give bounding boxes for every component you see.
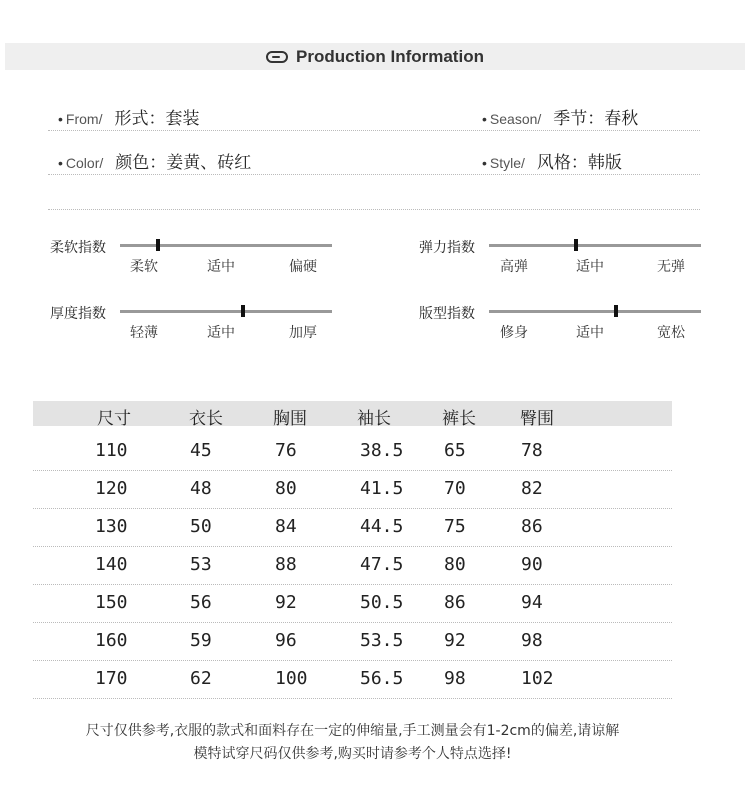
gauge-thickness-marker: [241, 305, 245, 317]
gauge-thickness-tick-1: 轻薄: [130, 325, 158, 341]
table-cell: 70: [444, 478, 466, 499]
table-cell: 170: [95, 668, 128, 689]
table-cell: 80: [275, 478, 297, 499]
gauge-fit-label: 版型指数: [419, 306, 475, 322]
table-cell: 98: [444, 668, 466, 689]
table-cell: 150: [95, 592, 128, 613]
info-from: [58, 104, 199, 129]
table-cell: 75: [444, 516, 466, 537]
section-title: Production Information: [296, 46, 484, 66]
table-cell: 88: [275, 554, 297, 575]
gauge-elasticity-tick-2: 适中: [576, 259, 604, 275]
table-cell: 82: [521, 478, 543, 499]
table-row: [33, 622, 672, 661]
gauge-elasticity-label: 弹力指数: [419, 240, 475, 256]
table-cell: 45: [190, 440, 212, 461]
gauge-softness-tick-3: 偏硬: [289, 259, 317, 275]
info-style-value: 风格：韩版: [536, 153, 622, 173]
table-cell: 90: [521, 554, 543, 575]
gauge-fit-line: [489, 310, 701, 313]
gauge-thickness-line: [120, 310, 332, 313]
table-cell: 130: [95, 516, 128, 537]
th-size: 尺寸: [97, 409, 131, 429]
table-cell: 92: [275, 592, 297, 613]
info-season-value: 季节：春秋: [553, 109, 639, 129]
table-cell: 102: [521, 668, 554, 689]
gauge-fit-tick-1: 修身: [500, 325, 528, 341]
bullet-icon: •: [58, 155, 63, 171]
table-cell: 50: [190, 516, 212, 537]
table-cell: 78: [521, 440, 543, 461]
gauge-fit-tick-2: 适中: [576, 325, 604, 341]
table-cell: 62: [190, 668, 212, 689]
gauge-softness-tick-1: 柔软: [130, 259, 158, 275]
info-color-en-text: Color/: [65, 155, 104, 171]
divider: [48, 209, 700, 210]
gauge-thickness-label: 厚度指数: [50, 306, 106, 322]
table-cell: 140: [95, 554, 128, 575]
table-row: [33, 660, 672, 699]
info-style-en: [482, 155, 525, 171]
th-length: 衣长: [189, 409, 223, 429]
info-color-en: [58, 155, 103, 171]
gauge-thickness-tick-3: 加厚: [289, 325, 317, 341]
table-cell: 56: [190, 592, 212, 613]
gauge-fit-tick-3: 宽松: [657, 325, 685, 341]
th-chest: 胸围: [273, 409, 307, 429]
bullet-icon: •: [58, 111, 63, 127]
info-color-value: 颜色：姜黄、砖红: [115, 153, 252, 173]
table-cell: 86: [521, 516, 543, 537]
table-row: [33, 546, 672, 585]
th-sleeve: 袖长: [357, 409, 391, 429]
bullet-icon: •: [482, 155, 487, 171]
info-style-en-text: Style/: [489, 155, 525, 171]
gauge-elasticity-tick-1: 高弹: [500, 259, 528, 275]
table-cell: 41.5: [360, 478, 404, 499]
table-row: [33, 508, 672, 547]
info-season-en-text: Season/: [489, 111, 542, 127]
gauge-softness-marker: [156, 239, 160, 251]
size-table-header: [33, 401, 672, 429]
table-cell: 53: [190, 554, 212, 575]
th-pants: 裤长: [442, 409, 476, 429]
table-cell: 86: [444, 592, 466, 613]
table-cell: 48: [190, 478, 212, 499]
table-cell: 76: [275, 440, 297, 461]
table-cell: 94: [521, 592, 543, 613]
table-cell: 53.5: [360, 630, 404, 651]
table-cell: 100: [275, 668, 308, 689]
table-cell: 65: [444, 440, 466, 461]
gauge-elasticity-marker: [574, 239, 578, 251]
table-cell: 98: [521, 630, 543, 651]
info-from-en-text: From/: [65, 111, 103, 127]
table-cell: 84: [275, 516, 297, 537]
table-row: [33, 470, 672, 509]
th-hip: 臀围: [520, 409, 554, 429]
table-cell: 160: [95, 630, 128, 651]
table-cell: 50.5: [360, 592, 404, 613]
note-line-2: 模特试穿尺码仅供参考,购买时请参考个人特点选择!: [193, 746, 512, 762]
table-cell: 47.5: [360, 554, 404, 575]
table-cell: 59: [190, 630, 212, 651]
info-row-1: [48, 100, 700, 131]
table-cell: 120: [95, 478, 128, 499]
gauge-fit-marker: [614, 305, 618, 317]
info-from-value: 形式：套装: [114, 109, 200, 129]
table-cell: 92: [444, 630, 466, 651]
section-header: [5, 43, 745, 70]
gauge-elasticity-tick-3: 无弹: [657, 259, 685, 275]
gauge-softness-line: [120, 244, 332, 247]
table-cell: 80: [444, 554, 466, 575]
table-cell: 44.5: [360, 516, 404, 537]
gauge-elasticity-line: [489, 244, 701, 247]
table-cell: 56.5: [360, 668, 404, 689]
table-row: [33, 584, 672, 623]
table-row: [33, 432, 672, 471]
table-cell: 38.5: [360, 440, 404, 461]
gauge-softness-tick-2: 适中: [207, 259, 235, 275]
info-row-2: [48, 144, 700, 175]
info-style: [482, 148, 622, 173]
bullet-icon: •: [482, 111, 487, 127]
table-cell: 110: [95, 440, 128, 461]
gauge-softness-label: 柔软指数: [50, 240, 106, 256]
info-season: [482, 104, 638, 129]
table-cell: 96: [275, 630, 297, 651]
info-season-en: [482, 111, 541, 127]
toggle-icon: [266, 51, 288, 63]
gauge-thickness-tick-2: 适中: [207, 325, 235, 341]
info-color: [58, 148, 251, 173]
note-line-1: 尺寸仅供参考,衣服的款式和面料存在一定的伸缩量,手工测量会有1-2cm的偏差,请谅解: [85, 723, 620, 739]
info-from-en: [58, 111, 102, 127]
